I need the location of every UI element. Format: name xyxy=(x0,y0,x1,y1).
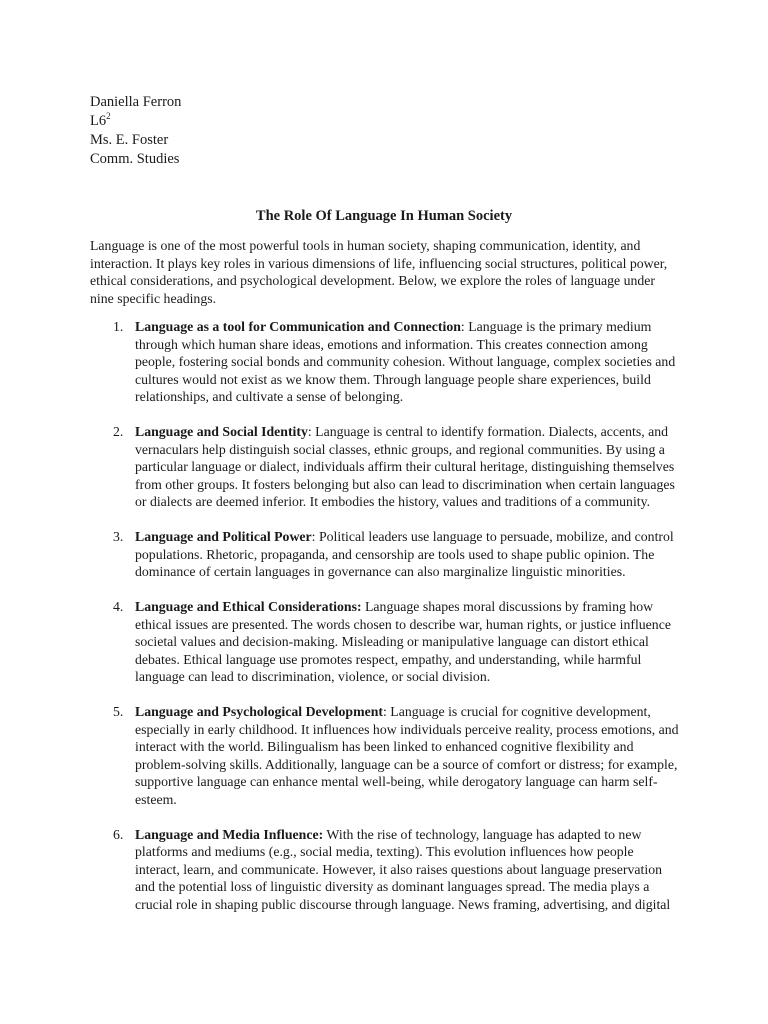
item-separator: : xyxy=(311,529,316,544)
item-number: 4. xyxy=(113,599,124,614)
item-number: 2. xyxy=(113,424,124,439)
class-level-superscript: 2 xyxy=(106,111,111,121)
item-separator: : xyxy=(382,704,387,719)
list-item xyxy=(90,703,680,808)
class-level xyxy=(90,112,181,131)
item-heading: Language and Psychological Development xyxy=(135,704,383,719)
subject-name: Comm. Studies xyxy=(90,151,180,167)
item-heading: Language and Social Identity xyxy=(135,424,308,439)
item-number: 1. xyxy=(113,319,124,334)
intro-paragraph: Language is one of the most powerful tools in human society, shaping communication, identity, and interaction. It plays key roles in various dimensions of life, influencing social structures, political power, ethical considerations, and psychological development. Below, we explore the roles of language under nine specific headings. xyxy=(90,238,668,306)
item-text: With the rise of technology, language has adapted to new platforms and mediums (e.g., social media, texting). This evolution influences how people interact, learn, and communicate. However, it also raises questions about language preservation and the potential loss of linguistic diversity as dominant languages spread. The media plays a crucial role in shaping public discourse through language. News framing, advertising, and digital xyxy=(135,826,671,912)
item-text: Language is central to identify formation. Dialects, accents, and vernaculars help distinguish social classes, ethnic groups, and regional communities. By using a particular language or dialect, individuals affirm their cultural heritage, distinguishing themselves from other groups. It fosters belonging but also can lead to discrimination when certain languages or dialects are deemed inferior. It embodies the history, values and traditions of a community. xyxy=(135,424,675,509)
item-separator: : xyxy=(460,319,465,334)
list-item xyxy=(90,528,680,581)
item-text: Language shapes moral discussions by framing how ethical issues are presented. The words chosen to describe war, human rights, or justice influence societal values and decision-making. Misleading or manipulative language can distort ethical debates. Ethical language use promotes respect, empathy, and understanding, while harmful language can lead to discrimination, violence, or social division. xyxy=(135,599,671,684)
document-header xyxy=(90,93,181,169)
list-item xyxy=(90,423,680,511)
document-title: The Role Of Language In Human Society xyxy=(255,208,513,224)
item-heading: Language and Media Influence: xyxy=(135,826,324,842)
item-text: Language is crucial for cognitive development, especially in early childhood. It influences how individuals perceive reality, process emotions, and interact with the world. Bilingualism has been linked to enhanced cognitive flexibility and problem-solving skills. Additionally, language can be a source of comfort or distress; for example, supportive language can enhance mental well-being, while derogatory language can harm self-esteem. xyxy=(135,704,679,807)
item-text: Political leaders use language to persuade, mobilize, and control populations. Rhetoric, propaganda, and censorship are tools used to shape public opinion. The dominance of certain languages in governance can also marginalize linguistic minorities. xyxy=(135,529,674,579)
item-number: 3. xyxy=(113,529,124,544)
list-item xyxy=(90,598,680,686)
numbered-list xyxy=(90,318,680,931)
list-item xyxy=(90,826,680,914)
class-level-base: L6 xyxy=(90,113,107,129)
teacher-name: Ms. E. Foster xyxy=(90,132,169,148)
author-name: Daniella Ferron xyxy=(90,94,182,110)
item-text: Language is the primary medium through which human share ideas, emotions and information. This creates connection among people, fostering social bonds and community cohesion. Without language, complex societies and cultures would not exist as we know them. Through language people share experiences, build relationships, and cultivate a sense of belonging. xyxy=(135,319,676,404)
item-heading: Language and Ethical Considerations: xyxy=(135,599,362,614)
item-number: 5. xyxy=(113,704,124,719)
list-item xyxy=(90,318,680,406)
item-separator: : xyxy=(307,424,312,439)
item-heading: Language and Political Power xyxy=(135,529,312,544)
item-number: 6. xyxy=(113,826,124,842)
item-heading: Language as a tool for Communication and Connection xyxy=(135,319,461,334)
